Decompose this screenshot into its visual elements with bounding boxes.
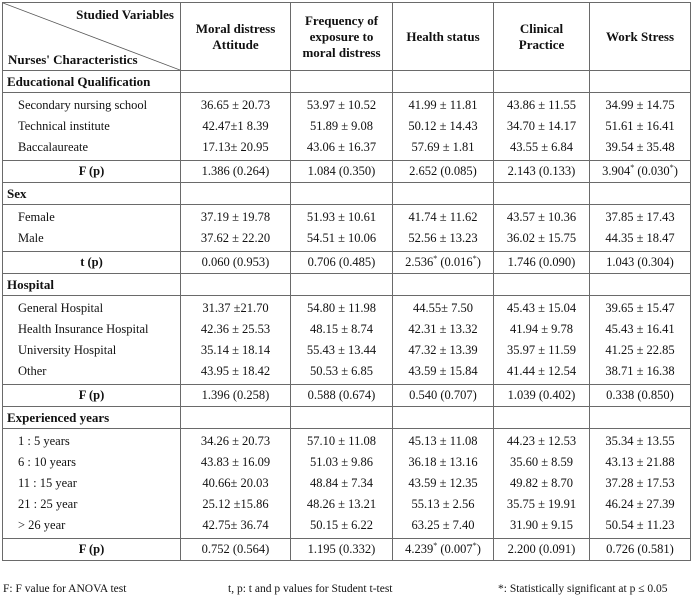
- stat-value: 1.746 (0.090): [494, 252, 590, 274]
- stat-value: 0.752 (0.564): [181, 539, 291, 561]
- empty-cell: [181, 183, 291, 205]
- cell-value: 51.89 ± 9.08: [291, 116, 393, 137]
- stat-label: F (p): [3, 385, 181, 407]
- cell-value: 57.69 ± 1.81: [393, 137, 494, 161]
- stat-value: 0.060 (0.953): [181, 252, 291, 274]
- cell-value: 46.24 ± 27.39: [590, 494, 691, 515]
- cell-value: 38.71 ± 16.38: [590, 361, 691, 385]
- empty-cell: [291, 183, 393, 205]
- cell-value: 50.54 ± 11.23: [590, 515, 691, 539]
- cell-value: 35.14 ± 18.14: [181, 340, 291, 361]
- cell-value: 43.59 ± 12.35: [393, 473, 494, 494]
- row-label: Other: [3, 361, 181, 385]
- cell-value: 43.83 ± 16.09: [181, 452, 291, 473]
- cell-value: 63.25 ± 7.40: [393, 515, 494, 539]
- cell-value: 55.13 ± 2.56: [393, 494, 494, 515]
- cell-value: 44.23 ± 12.53: [494, 429, 590, 453]
- cell-value: 45.43 ± 16.41: [590, 319, 691, 340]
- cell-value: 42.75± 36.74: [181, 515, 291, 539]
- row-label: Secondary nursing school: [3, 93, 181, 117]
- empty-cell: [393, 71, 494, 93]
- column-header: Clinical Practice: [494, 3, 590, 71]
- footnote-ttest: t, p: t and p values for Student t-test: [228, 583, 393, 595]
- cell-value: 40.66± 20.03: [181, 473, 291, 494]
- cell-value: 34.99 ± 14.75: [590, 93, 691, 117]
- cell-value: 53.97 ± 10.52: [291, 93, 393, 117]
- empty-cell: [590, 71, 691, 93]
- stat-label: F (p): [3, 539, 181, 561]
- stat-value: 2.652 (0.085): [393, 161, 494, 183]
- cell-value: 41.44 ± 12.54: [494, 361, 590, 385]
- cell-value: 48.15 ± 8.74: [291, 319, 393, 340]
- empty-cell: [494, 274, 590, 296]
- cell-value: 42.31 ± 13.32: [393, 319, 494, 340]
- row-label: > 26 year: [3, 515, 181, 539]
- cell-value: 36.65 ± 20.73: [181, 93, 291, 117]
- stat-value: 0.540 (0.707): [393, 385, 494, 407]
- corner-header-cell: [3, 3, 181, 71]
- cell-value: 31.90 ± 9.15: [494, 515, 590, 539]
- table-row: [3, 116, 691, 137]
- row-label: 11 : 15 year: [3, 473, 181, 494]
- cell-value: 50.12 ± 14.43: [393, 116, 494, 137]
- row-label: General Hospital: [3, 296, 181, 320]
- stat-value: 0.338 (0.850): [590, 385, 691, 407]
- empty-cell: [181, 407, 291, 429]
- table-row: [3, 296, 691, 320]
- empty-cell: [181, 274, 291, 296]
- significance-marker: *: [433, 541, 438, 551]
- cell-value: 41.25 ± 22.85: [590, 340, 691, 361]
- cell-value: 41.94 ± 9.78: [494, 319, 590, 340]
- table-row: [3, 93, 691, 117]
- empty-cell: [291, 407, 393, 429]
- table-row: [3, 319, 691, 340]
- stat-value: 3.904* (0.030*): [590, 161, 691, 183]
- cell-value: 37.62 ± 22.20: [181, 228, 291, 252]
- stat-label: F (p): [3, 161, 181, 183]
- stat-value: 4.239* (0.007*): [393, 539, 494, 561]
- cell-value: 37.85 ± 17.43: [590, 205, 691, 229]
- column-header: Frequency of exposure to moral distress: [291, 3, 393, 71]
- table-row: [3, 494, 691, 515]
- cell-value: 43.55 ± 6.84: [494, 137, 590, 161]
- cell-value: 43.06 ± 16.37: [291, 137, 393, 161]
- row-label: 1 : 5 years: [3, 429, 181, 453]
- cell-value: 17.13± 20.95: [181, 137, 291, 161]
- cell-value: 37.28 ± 17.53: [590, 473, 691, 494]
- row-label: Male: [3, 228, 181, 252]
- stat-label: t (p): [3, 252, 181, 274]
- cell-value: 31.37 ±21.70: [181, 296, 291, 320]
- corner-bottom-label: Nurses' Characteristics: [8, 52, 138, 67]
- row-label: Female: [3, 205, 181, 229]
- cell-value: 48.26 ± 13.21: [291, 494, 393, 515]
- table-row: [3, 361, 691, 385]
- table-row: [3, 452, 691, 473]
- cell-value: 43.59 ± 15.84: [393, 361, 494, 385]
- stat-value: 0.588 (0.674): [291, 385, 393, 407]
- cell-value: 25.12 ±15.86: [181, 494, 291, 515]
- cell-value: 51.61 ± 16.41: [590, 116, 691, 137]
- stat-value: 1.396 (0.258): [181, 385, 291, 407]
- section-header-row: [3, 183, 691, 205]
- stat-value: 2.536* (0.016*): [393, 252, 494, 274]
- cell-value: 43.57 ± 10.36: [494, 205, 590, 229]
- cell-value: 43.13 ± 21.88: [590, 452, 691, 473]
- row-label: University Hospital: [3, 340, 181, 361]
- cell-value: 34.70 ± 14.17: [494, 116, 590, 137]
- stat-row: [3, 161, 691, 183]
- stat-value: 2.143 (0.133): [494, 161, 590, 183]
- cell-value: 37.19 ± 19.78: [181, 205, 291, 229]
- cell-value: 41.99 ± 11.81: [393, 93, 494, 117]
- section-title: Hospital: [3, 274, 181, 296]
- cell-value: 50.15 ± 6.22: [291, 515, 393, 539]
- significance-marker: *: [472, 541, 477, 551]
- row-label: Health Insurance Hospital: [3, 319, 181, 340]
- cell-value: 43.95 ± 18.42: [181, 361, 291, 385]
- stat-value: 1.039 (0.402): [494, 385, 590, 407]
- significance-marker: *: [669, 163, 674, 173]
- cell-value: 39.54 ± 35.48: [590, 137, 691, 161]
- stat-value: 0.726 (0.581): [590, 539, 691, 561]
- cell-value: 57.10 ± 11.08: [291, 429, 393, 453]
- cell-value: 45.13 ± 11.08: [393, 429, 494, 453]
- cell-value: 47.32 ± 13.39: [393, 340, 494, 361]
- empty-cell: [494, 183, 590, 205]
- row-label: Baccalaureate: [3, 137, 181, 161]
- cell-value: 52.56 ± 13.23: [393, 228, 494, 252]
- stat-value: 0.706 (0.485): [291, 252, 393, 274]
- empty-cell: [494, 71, 590, 93]
- stat-value: 1.084 (0.350): [291, 161, 393, 183]
- empty-cell: [291, 71, 393, 93]
- table-row: [3, 429, 691, 453]
- cell-value: 35.34 ± 13.55: [590, 429, 691, 453]
- cell-value: 49.82 ± 8.70: [494, 473, 590, 494]
- row-label: 21 : 25 year: [3, 494, 181, 515]
- cell-value: 34.26 ± 20.73: [181, 429, 291, 453]
- cell-value: 54.80 ± 11.98: [291, 296, 393, 320]
- row-label: Technical institute: [3, 116, 181, 137]
- footnote-significance: *: Statistically significant at p ≤ 0.05: [498, 583, 668, 595]
- row-label: 6 : 10 years: [3, 452, 181, 473]
- cell-value: 45.43 ± 15.04: [494, 296, 590, 320]
- section-header-row: [3, 274, 691, 296]
- empty-cell: [590, 407, 691, 429]
- cell-value: 50.53 ± 6.85: [291, 361, 393, 385]
- column-header: Health status: [393, 3, 494, 71]
- table-row: [3, 340, 691, 361]
- table-row: [3, 228, 691, 252]
- significance-marker: *: [630, 163, 635, 173]
- section-title: Experienced years: [3, 407, 181, 429]
- column-header: Work Stress: [590, 3, 691, 71]
- table-row: [3, 137, 691, 161]
- stat-row: [3, 252, 691, 274]
- column-header: Moral distress Attitude: [181, 3, 291, 71]
- cell-value: 44.35 ± 18.47: [590, 228, 691, 252]
- cell-value: 42.47±1 8.39: [181, 116, 291, 137]
- table-row: [3, 515, 691, 539]
- cell-value: 44.55± 7.50: [393, 296, 494, 320]
- stat-row: [3, 385, 691, 407]
- section-header-row: [3, 71, 691, 93]
- cell-value: 48.84 ± 7.34: [291, 473, 393, 494]
- cell-value: 51.03 ± 9.86: [291, 452, 393, 473]
- cell-value: 35.97 ± 11.59: [494, 340, 590, 361]
- empty-cell: [291, 274, 393, 296]
- cell-value: 39.65 ± 15.47: [590, 296, 691, 320]
- empty-cell: [181, 71, 291, 93]
- stat-value: 1.386 (0.264): [181, 161, 291, 183]
- section-header-row: [3, 407, 691, 429]
- cell-value: 42.36 ± 25.53: [181, 319, 291, 340]
- stat-value: 1.043 (0.304): [590, 252, 691, 274]
- footnote-anova: F: F value for ANOVA test: [3, 583, 127, 595]
- empty-cell: [590, 274, 691, 296]
- cell-value: 41.74 ± 11.62: [393, 205, 494, 229]
- corner-top-label: Studied Variables: [76, 7, 174, 22]
- section-title: Educational Qualification: [3, 71, 181, 93]
- stat-value: 1.195 (0.332): [291, 539, 393, 561]
- significance-marker: *: [433, 254, 438, 264]
- cell-value: 36.02 ± 15.75: [494, 228, 590, 252]
- cell-value: 55.43 ± 13.44: [291, 340, 393, 361]
- cell-value: 36.18 ± 13.16: [393, 452, 494, 473]
- empty-cell: [494, 407, 590, 429]
- cell-value: 35.75 ± 19.91: [494, 494, 590, 515]
- cell-value: 35.60 ± 8.59: [494, 452, 590, 473]
- table-row: [3, 473, 691, 494]
- section-title: Sex: [3, 183, 181, 205]
- empty-cell: [590, 183, 691, 205]
- empty-cell: [393, 407, 494, 429]
- cell-value: 51.93 ± 10.61: [291, 205, 393, 229]
- empty-cell: [393, 183, 494, 205]
- header-row: [3, 3, 691, 71]
- cell-value: 43.86 ± 11.55: [494, 93, 590, 117]
- nurse-characteristics-table: [2, 2, 691, 561]
- stat-value: 2.200 (0.091): [494, 539, 590, 561]
- cell-value: 54.51 ± 10.06: [291, 228, 393, 252]
- stat-row: [3, 539, 691, 561]
- significance-marker: *: [472, 254, 477, 264]
- table-row: [3, 205, 691, 229]
- empty-cell: [393, 274, 494, 296]
